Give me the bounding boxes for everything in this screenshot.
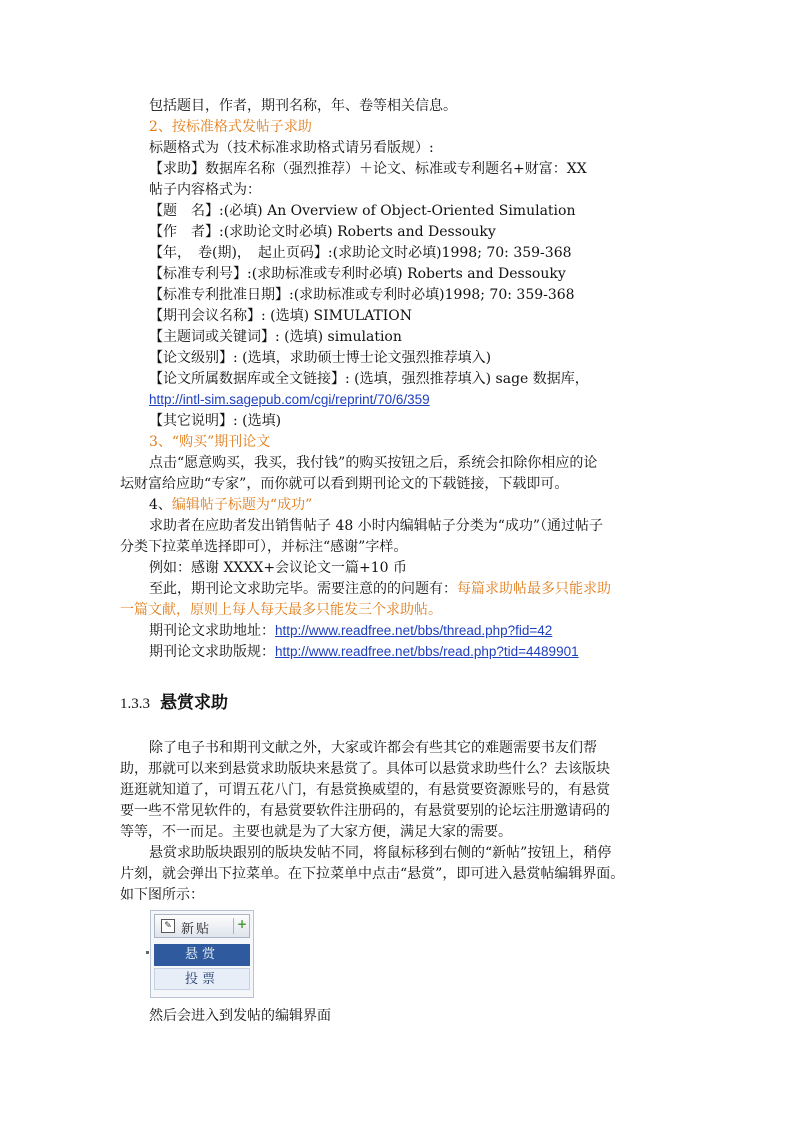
note-highlight: 每篇求助帖最多只能求助 (457, 581, 611, 597)
link-prefix: 期刊论文求助地址： (149, 623, 275, 639)
link-line (149, 621, 552, 641)
note-highlight: 一篇文献，原则上每人每天最多只能发三个求助帖。 (120, 602, 442, 618)
plus-icon[interactable]: + (237, 917, 248, 931)
text-line: 求助者在应助者发出销售帖子 48 小时内编辑帖子分类为“成功”（通过帖子 (149, 518, 604, 534)
new-post-label: 新贴 (181, 922, 212, 937)
link-line (149, 390, 430, 410)
new-post-button[interactable] (154, 914, 250, 938)
link-prefix: 期刊论文求助版规： (149, 644, 275, 660)
form-field-line: 【年， 卷(期)， 起止页码】:(求助论文时必填)1998; 70: 359-368 (149, 245, 572, 261)
step-heading: 2、按标准格式发帖子求助 (149, 119, 312, 135)
menu-item-reward[interactable]: 悬赏 (154, 944, 250, 966)
form-field-line: 【题 名】:(必填) An Overview of Object-Oriented Simulation (149, 203, 576, 219)
text-line: 帖子内容格式为： (149, 182, 261, 198)
form-field-line: 【期刊会议名称】: (选填) SIMULATION (149, 308, 413, 324)
paragraph-line: 悬赏求助版块跟别的版块发帖不同，将鼠标移到右侧的“新帖”按钮上，稍停 (149, 845, 612, 861)
bullet-dot (146, 951, 149, 954)
form-field-line: 【标准专利号】:(求助标准或专利时必填) Roberts and Dessouky (149, 266, 566, 282)
form-field-line: 【论文所属数据库或全文链接】: (选填，强烈推荐填入) sage 数据库， (149, 371, 589, 387)
caption-line: 然后会进入到发帖的编辑界面 (149, 1008, 331, 1024)
paragraph-line: 逛逛就知道了，可谓五花八门，有悬赏换威望的，有悬赏要资源账号的，有悬赏 (120, 782, 610, 798)
section-number: 1.3.3 (120, 696, 150, 712)
paragraph-line: 等等，不一而足。主要也就是为了大家方便，满足大家的需要。 (120, 824, 512, 840)
button-separator (233, 918, 234, 934)
text-line: 【求助】数据库名称（强烈推荐）＋论文、标准或专利题名+财富：XX (149, 161, 587, 177)
paragraph-line: 除了电子书和期刊文献之外，大家或许都会有些其它的难题需要书友们帮 (149, 740, 597, 756)
sagepub-link[interactable]: http://intl-sim.sagepub.com/cgi/reprint/70/6/359 (149, 392, 430, 407)
text-line: 包括题目，作者，期刊名称，年、卷等相关信息。 (149, 98, 457, 114)
paragraph-line: 如下图所示： (120, 887, 204, 903)
paragraph-line: 要一些不常见软件的，有悬赏要软件注册码的，有悬赏要别的论坛注册邀请码的 (120, 803, 610, 819)
form-field-line: 【作 者】:(求助论文时必填) Roberts and Dessouky (149, 224, 496, 240)
text-line: 分类下拉菜单选择即可），并标注“感谢”字样。 (120, 539, 408, 555)
section-title: 悬赏求助 (160, 693, 228, 712)
text-line: 点击“愿意购买，我买，我付钱”的购买按钮之后，系统会扣除你相应的论 (149, 455, 598, 471)
text-line: 例如：感谢 XXXX+会议论文一篇+10 币 (149, 560, 408, 576)
note-prefix: 至此，期刊论文求助完毕。需要注意的的问题有： (149, 581, 457, 597)
paragraph-line: 助，那就可以来到悬赏求助版块来悬赏了。具体可以悬赏求助些什么？去该版块 (120, 761, 610, 777)
step-title: 编辑帖子标题为“成功” (171, 497, 313, 513)
pencil-icon: ✎ (161, 919, 175, 933)
step-heading: 3、“购买”期刊论文 (149, 434, 271, 450)
text-line: 标题格式为（技术标准求助格式请另看版规）: (149, 140, 434, 156)
paragraph-line: 片刻，就会弹出下拉菜单。在下拉菜单中点击“悬赏”，即可进入悬赏帖编辑界面。 (120, 866, 625, 882)
new-post-dropdown-screenshot (150, 910, 254, 998)
rules-link[interactable]: http://www.readfree.net/bbs/read.php?tid=4489901 (275, 644, 579, 659)
section-heading (120, 688, 228, 713)
form-field-line: 【标准专利批准日期】:(求助标准或专利时必填)1998; 70: 359-368 (149, 287, 575, 303)
form-field-line: 【论文级别】: (选填，求助硕士博士论文强烈推荐填入) (149, 350, 492, 366)
thread-link[interactable]: http://www.readfree.net/bbs/thread.php?fid=42 (275, 623, 553, 638)
form-field-line: 【主题词或关键词】: (选填) simulation (149, 329, 402, 345)
step-heading (149, 495, 312, 515)
form-field-line: 【其它说明】: (选填) (149, 413, 282, 429)
text-line (149, 579, 611, 599)
menu-item-vote[interactable]: 投票 (154, 968, 250, 990)
text-line: 坛财富给应助“专家”，而你就可以看到期刊论文的下载链接，下载即可。 (120, 476, 569, 492)
link-line (149, 642, 579, 662)
step-number: 4、 (149, 497, 172, 513)
